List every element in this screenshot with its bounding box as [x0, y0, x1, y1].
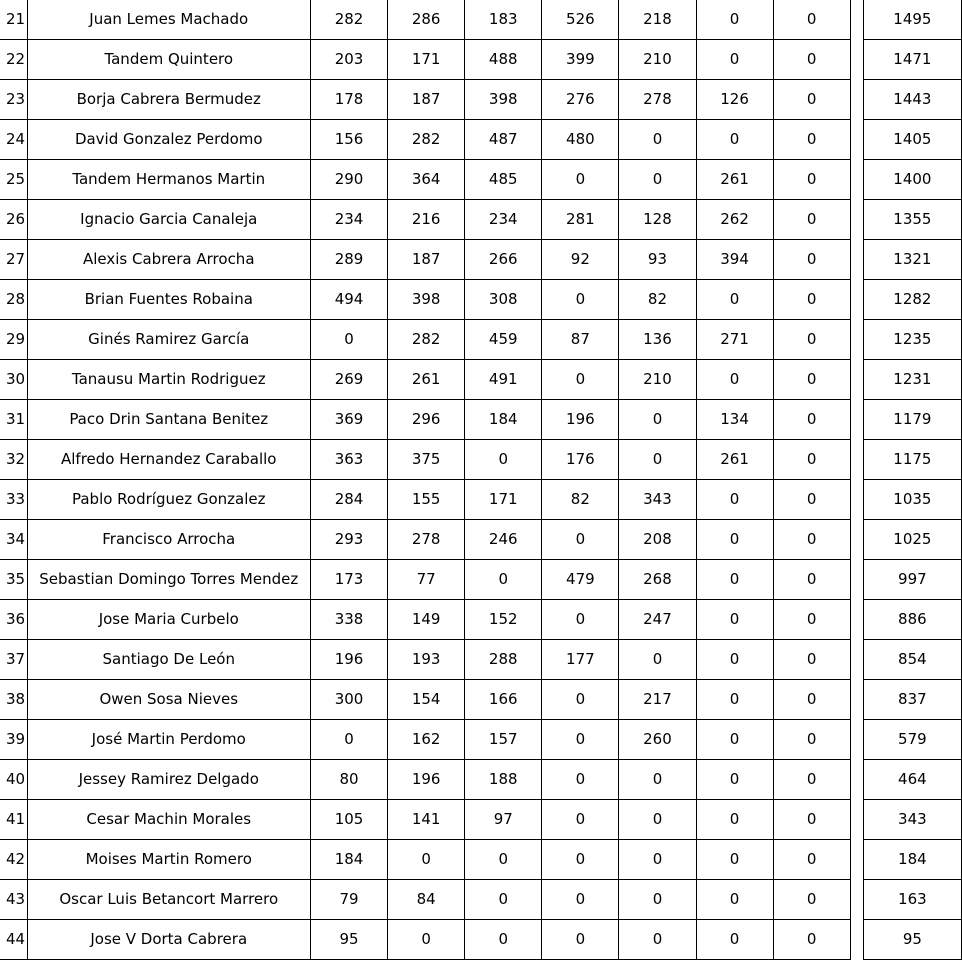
- round-2-score-cell: 187: [388, 240, 465, 280]
- position-cell: 36: [0, 600, 27, 640]
- round-5-score-cell: 0: [619, 400, 696, 440]
- round-7-score-cell: 0: [773, 920, 850, 960]
- round-7-score-cell: 0: [773, 40, 850, 80]
- round-2-score-cell: 196: [388, 760, 465, 800]
- round-3-score-cell: 171: [465, 480, 542, 520]
- position-cell: 30: [0, 360, 27, 400]
- participant-name-cell: David Gonzalez Perdomo: [27, 120, 310, 160]
- participant-name-cell: Borja Cabrera Bermudez: [27, 80, 310, 120]
- round-4-score-cell: 0: [542, 520, 619, 560]
- round-4-score-cell: 0: [542, 600, 619, 640]
- round-2-score-cell: 398: [388, 280, 465, 320]
- round-4-score-cell: 0: [542, 280, 619, 320]
- round-5-score-cell: 210: [619, 40, 696, 80]
- round-7-score-cell: 0: [773, 320, 850, 360]
- table-row: [0, 80, 962, 120]
- column-gap: [850, 360, 863, 400]
- round-3-score-cell: 491: [465, 360, 542, 400]
- round-4-score-cell: 92: [542, 240, 619, 280]
- round-6-score-cell: 0: [696, 720, 773, 760]
- round-1-score-cell: 105: [310, 800, 387, 840]
- round-5-score-cell: 0: [619, 920, 696, 960]
- round-7-score-cell: 0: [773, 800, 850, 840]
- round-4-score-cell: 87: [542, 320, 619, 360]
- position-cell: 44: [0, 920, 27, 960]
- total-score-cell: 1405: [863, 120, 961, 160]
- round-1-score-cell: 95: [310, 920, 387, 960]
- round-7-score-cell: 0: [773, 480, 850, 520]
- round-1-score-cell: 203: [310, 40, 387, 80]
- round-2-score-cell: 171: [388, 40, 465, 80]
- round-1-score-cell: 290: [310, 160, 387, 200]
- round-5-score-cell: 268: [619, 560, 696, 600]
- table-row: [0, 200, 962, 240]
- round-7-score-cell: 0: [773, 80, 850, 120]
- round-4-score-cell: 0: [542, 880, 619, 920]
- column-gap: [850, 200, 863, 240]
- column-gap: [850, 520, 863, 560]
- round-7-score-cell: 0: [773, 160, 850, 200]
- position-cell: 40: [0, 760, 27, 800]
- round-6-score-cell: 261: [696, 160, 773, 200]
- column-gap: [850, 480, 863, 520]
- round-5-score-cell: 0: [619, 760, 696, 800]
- round-3-score-cell: 183: [465, 0, 542, 40]
- round-5-score-cell: 247: [619, 600, 696, 640]
- total-score-cell: 1035: [863, 480, 961, 520]
- round-2-score-cell: 141: [388, 800, 465, 840]
- position-cell: 29: [0, 320, 27, 360]
- column-gap: [850, 560, 863, 600]
- round-3-score-cell: 485: [465, 160, 542, 200]
- round-6-score-cell: 0: [696, 600, 773, 640]
- table-row: [0, 640, 962, 680]
- round-3-score-cell: 308: [465, 280, 542, 320]
- round-5-score-cell: 0: [619, 880, 696, 920]
- position-cell: 23: [0, 80, 27, 120]
- round-3-score-cell: 288: [465, 640, 542, 680]
- round-7-score-cell: 0: [773, 880, 850, 920]
- round-2-score-cell: 282: [388, 320, 465, 360]
- round-7-score-cell: 0: [773, 640, 850, 680]
- round-6-score-cell: 0: [696, 680, 773, 720]
- round-2-score-cell: 0: [388, 840, 465, 880]
- column-gap: [850, 640, 863, 680]
- round-3-score-cell: 488: [465, 40, 542, 80]
- table-row: [0, 760, 962, 800]
- round-4-score-cell: 0: [542, 360, 619, 400]
- round-4-score-cell: 479: [542, 560, 619, 600]
- round-1-score-cell: 363: [310, 440, 387, 480]
- round-7-score-cell: 0: [773, 600, 850, 640]
- table-row: [0, 160, 962, 200]
- round-3-score-cell: 157: [465, 720, 542, 760]
- total-score-cell: 1495: [863, 0, 961, 40]
- table-row: [0, 400, 962, 440]
- total-score-cell: 854: [863, 640, 961, 680]
- round-6-score-cell: 0: [696, 0, 773, 40]
- column-gap: [850, 720, 863, 760]
- round-3-score-cell: 184: [465, 400, 542, 440]
- round-3-score-cell: 0: [465, 440, 542, 480]
- position-cell: 41: [0, 800, 27, 840]
- round-1-score-cell: 156: [310, 120, 387, 160]
- round-6-score-cell: 0: [696, 560, 773, 600]
- round-4-score-cell: 0: [542, 920, 619, 960]
- participant-name-cell: José Martin Perdomo: [27, 720, 310, 760]
- round-2-score-cell: 162: [388, 720, 465, 760]
- round-2-score-cell: 278: [388, 520, 465, 560]
- round-1-score-cell: 173: [310, 560, 387, 600]
- total-score-cell: 343: [863, 800, 961, 840]
- total-score-cell: 1355: [863, 200, 961, 240]
- round-5-score-cell: 208: [619, 520, 696, 560]
- position-cell: 28: [0, 280, 27, 320]
- round-2-score-cell: 261: [388, 360, 465, 400]
- round-2-score-cell: 154: [388, 680, 465, 720]
- column-gap: [850, 0, 863, 40]
- round-5-score-cell: 136: [619, 320, 696, 360]
- round-4-score-cell: 480: [542, 120, 619, 160]
- round-6-score-cell: 0: [696, 120, 773, 160]
- participant-name-cell: Alexis Cabrera Arrocha: [27, 240, 310, 280]
- column-gap: [850, 120, 863, 160]
- round-1-score-cell: 178: [310, 80, 387, 120]
- round-1-score-cell: 494: [310, 280, 387, 320]
- total-score-cell: 1443: [863, 80, 961, 120]
- participant-name-cell: Tandem Hermanos Martin: [27, 160, 310, 200]
- table-row: [0, 800, 962, 840]
- table-row: [0, 600, 962, 640]
- column-gap: [850, 240, 863, 280]
- position-cell: 25: [0, 160, 27, 200]
- column-gap: [850, 880, 863, 920]
- total-score-cell: 464: [863, 760, 961, 800]
- round-5-score-cell: 210: [619, 360, 696, 400]
- round-7-score-cell: 0: [773, 840, 850, 880]
- round-1-score-cell: 184: [310, 840, 387, 880]
- round-6-score-cell: 0: [696, 760, 773, 800]
- round-7-score-cell: 0: [773, 560, 850, 600]
- position-cell: 21: [0, 0, 27, 40]
- round-4-score-cell: 281: [542, 200, 619, 240]
- participant-name-cell: Paco Drin Santana Benitez: [27, 400, 310, 440]
- round-5-score-cell: 0: [619, 640, 696, 680]
- table-row: [0, 280, 962, 320]
- round-4-score-cell: 196: [542, 400, 619, 440]
- round-4-score-cell: 0: [542, 840, 619, 880]
- round-1-score-cell: 369: [310, 400, 387, 440]
- column-gap: [850, 920, 863, 960]
- round-6-score-cell: 0: [696, 280, 773, 320]
- total-score-cell: 1235: [863, 320, 961, 360]
- position-cell: 22: [0, 40, 27, 80]
- participant-name-cell: Alfredo Hernandez Caraballo: [27, 440, 310, 480]
- round-6-score-cell: 0: [696, 480, 773, 520]
- round-3-score-cell: 188: [465, 760, 542, 800]
- round-1-score-cell: 80: [310, 760, 387, 800]
- total-score-cell: 1321: [863, 240, 961, 280]
- round-6-score-cell: 271: [696, 320, 773, 360]
- total-score-cell: 95: [863, 920, 961, 960]
- table-row: [0, 240, 962, 280]
- column-gap: [850, 760, 863, 800]
- total-score-cell: 1471: [863, 40, 961, 80]
- round-2-score-cell: 155: [388, 480, 465, 520]
- round-2-score-cell: 364: [388, 160, 465, 200]
- round-1-score-cell: 300: [310, 680, 387, 720]
- round-3-score-cell: 234: [465, 200, 542, 240]
- round-5-score-cell: 128: [619, 200, 696, 240]
- round-5-score-cell: 343: [619, 480, 696, 520]
- position-cell: 27: [0, 240, 27, 280]
- total-score-cell: 579: [863, 720, 961, 760]
- round-1-score-cell: 338: [310, 600, 387, 640]
- total-score-cell: 1175: [863, 440, 961, 480]
- round-7-score-cell: 0: [773, 520, 850, 560]
- table-row: [0, 680, 962, 720]
- total-score-cell: 163: [863, 880, 961, 920]
- round-7-score-cell: 0: [773, 0, 850, 40]
- participant-name-cell: Moises Martin Romero: [27, 840, 310, 880]
- round-2-score-cell: 0: [388, 920, 465, 960]
- round-2-score-cell: 216: [388, 200, 465, 240]
- column-gap: [850, 40, 863, 80]
- column-gap: [850, 280, 863, 320]
- round-7-score-cell: 0: [773, 720, 850, 760]
- round-5-score-cell: 278: [619, 80, 696, 120]
- table-row: [0, 720, 962, 760]
- round-7-score-cell: 0: [773, 440, 850, 480]
- round-5-score-cell: 217: [619, 680, 696, 720]
- table-row: [0, 840, 962, 880]
- round-3-score-cell: 398: [465, 80, 542, 120]
- table-row: [0, 880, 962, 920]
- round-2-score-cell: 193: [388, 640, 465, 680]
- round-7-score-cell: 0: [773, 360, 850, 400]
- round-4-score-cell: 0: [542, 760, 619, 800]
- participant-name-cell: Tanausu Martin Rodriguez: [27, 360, 310, 400]
- participant-name-cell: Jose Maria Curbelo: [27, 600, 310, 640]
- round-6-score-cell: 134: [696, 400, 773, 440]
- round-2-score-cell: 84: [388, 880, 465, 920]
- round-5-score-cell: 218: [619, 0, 696, 40]
- round-1-score-cell: 284: [310, 480, 387, 520]
- round-4-score-cell: 176: [542, 440, 619, 480]
- round-2-score-cell: 149: [388, 600, 465, 640]
- total-score-cell: 997: [863, 560, 961, 600]
- round-1-score-cell: 289: [310, 240, 387, 280]
- round-6-score-cell: 0: [696, 840, 773, 880]
- round-1-score-cell: 293: [310, 520, 387, 560]
- round-1-score-cell: 234: [310, 200, 387, 240]
- round-3-score-cell: 152: [465, 600, 542, 640]
- round-4-score-cell: 526: [542, 0, 619, 40]
- round-5-score-cell: 0: [619, 840, 696, 880]
- position-cell: 33: [0, 480, 27, 520]
- round-7-score-cell: 0: [773, 680, 850, 720]
- round-7-score-cell: 0: [773, 280, 850, 320]
- round-1-score-cell: 282: [310, 0, 387, 40]
- round-3-score-cell: 487: [465, 120, 542, 160]
- total-score-cell: 1179: [863, 400, 961, 440]
- total-score-cell: 886: [863, 600, 961, 640]
- column-gap: [850, 160, 863, 200]
- round-6-score-cell: 261: [696, 440, 773, 480]
- round-1-score-cell: 196: [310, 640, 387, 680]
- round-4-score-cell: 82: [542, 480, 619, 520]
- participant-name-cell: Brian Fuentes Robaina: [27, 280, 310, 320]
- round-2-score-cell: 286: [388, 0, 465, 40]
- round-3-score-cell: 266: [465, 240, 542, 280]
- column-gap: [850, 800, 863, 840]
- round-4-score-cell: 0: [542, 800, 619, 840]
- participant-name-cell: Owen Sosa Nieves: [27, 680, 310, 720]
- round-6-score-cell: 0: [696, 360, 773, 400]
- round-5-score-cell: 0: [619, 160, 696, 200]
- column-gap: [850, 840, 863, 880]
- participant-name-cell: Juan Lemes Machado: [27, 0, 310, 40]
- table-row: [0, 520, 962, 560]
- round-7-score-cell: 0: [773, 200, 850, 240]
- column-gap: [850, 600, 863, 640]
- round-1-score-cell: 79: [310, 880, 387, 920]
- column-gap: [850, 80, 863, 120]
- participant-name-cell: Tandem Quintero: [27, 40, 310, 80]
- round-3-score-cell: 0: [465, 840, 542, 880]
- table-row: [0, 0, 962, 40]
- participant-name-cell: Oscar Luis Betancort Marrero: [27, 880, 310, 920]
- table-row: [0, 120, 962, 160]
- round-3-score-cell: 459: [465, 320, 542, 360]
- round-5-score-cell: 82: [619, 280, 696, 320]
- position-cell: 31: [0, 400, 27, 440]
- participant-name-cell: Jessey Ramirez Delgado: [27, 760, 310, 800]
- participant-name-cell: Cesar Machin Morales: [27, 800, 310, 840]
- participant-name-cell: Jose V Dorta Cabrera: [27, 920, 310, 960]
- position-cell: 34: [0, 520, 27, 560]
- round-6-score-cell: 0: [696, 640, 773, 680]
- round-3-score-cell: 246: [465, 520, 542, 560]
- column-gap: [850, 320, 863, 360]
- round-7-score-cell: 0: [773, 240, 850, 280]
- round-7-score-cell: 0: [773, 120, 850, 160]
- round-4-score-cell: 399: [542, 40, 619, 80]
- round-6-score-cell: 0: [696, 920, 773, 960]
- total-score-cell: 1282: [863, 280, 961, 320]
- position-cell: 39: [0, 720, 27, 760]
- table-row: [0, 360, 962, 400]
- round-4-score-cell: 0: [542, 720, 619, 760]
- column-gap: [850, 680, 863, 720]
- column-gap: [850, 440, 863, 480]
- round-4-score-cell: 177: [542, 640, 619, 680]
- table-row: [0, 440, 962, 480]
- column-gap: [850, 400, 863, 440]
- position-cell: 43: [0, 880, 27, 920]
- round-3-score-cell: 0: [465, 560, 542, 600]
- round-6-score-cell: 0: [696, 880, 773, 920]
- round-3-score-cell: 97: [465, 800, 542, 840]
- round-7-score-cell: 0: [773, 760, 850, 800]
- position-cell: 24: [0, 120, 27, 160]
- round-5-score-cell: 260: [619, 720, 696, 760]
- total-score-cell: 184: [863, 840, 961, 880]
- total-score-cell: 1231: [863, 360, 961, 400]
- round-6-score-cell: 262: [696, 200, 773, 240]
- round-2-score-cell: 282: [388, 120, 465, 160]
- participant-name-cell: Ignacio Garcia Canaleja: [27, 200, 310, 240]
- position-cell: 37: [0, 640, 27, 680]
- round-4-score-cell: 0: [542, 680, 619, 720]
- round-4-score-cell: 0: [542, 160, 619, 200]
- round-3-score-cell: 0: [465, 880, 542, 920]
- participant-name-cell: Pablo Rodríguez Gonzalez: [27, 480, 310, 520]
- table-row: [0, 920, 962, 960]
- round-4-score-cell: 276: [542, 80, 619, 120]
- round-1-score-cell: 0: [310, 320, 387, 360]
- participant-name-cell: Santiago De León: [27, 640, 310, 680]
- total-score-cell: 1025: [863, 520, 961, 560]
- participant-name-cell: Ginés Ramirez García: [27, 320, 310, 360]
- round-3-score-cell: 0: [465, 920, 542, 960]
- round-5-score-cell: 0: [619, 120, 696, 160]
- round-6-score-cell: 0: [696, 40, 773, 80]
- position-cell: 32: [0, 440, 27, 480]
- position-cell: 26: [0, 200, 27, 240]
- round-3-score-cell: 166: [465, 680, 542, 720]
- table-row: [0, 480, 962, 520]
- round-6-score-cell: 126: [696, 80, 773, 120]
- table-row: [0, 560, 962, 600]
- round-5-score-cell: 0: [619, 440, 696, 480]
- round-2-score-cell: 296: [388, 400, 465, 440]
- round-2-score-cell: 375: [388, 440, 465, 480]
- total-score-cell: 837: [863, 680, 961, 720]
- participant-name-cell: Francisco Arrocha: [27, 520, 310, 560]
- participant-name-cell: Sebastian Domingo Torres Mendez: [27, 560, 310, 600]
- round-5-score-cell: 93: [619, 240, 696, 280]
- position-cell: 42: [0, 840, 27, 880]
- round-6-score-cell: 394: [696, 240, 773, 280]
- round-1-score-cell: 269: [310, 360, 387, 400]
- round-6-score-cell: 0: [696, 800, 773, 840]
- round-7-score-cell: 0: [773, 400, 850, 440]
- round-5-score-cell: 0: [619, 800, 696, 840]
- round-6-score-cell: 0: [696, 520, 773, 560]
- round-2-score-cell: 77: [388, 560, 465, 600]
- round-1-score-cell: 0: [310, 720, 387, 760]
- total-score-cell: 1400: [863, 160, 961, 200]
- round-2-score-cell: 187: [388, 80, 465, 120]
- table-row: [0, 320, 962, 360]
- position-cell: 35: [0, 560, 27, 600]
- table-row: [0, 40, 962, 80]
- position-cell: 38: [0, 680, 27, 720]
